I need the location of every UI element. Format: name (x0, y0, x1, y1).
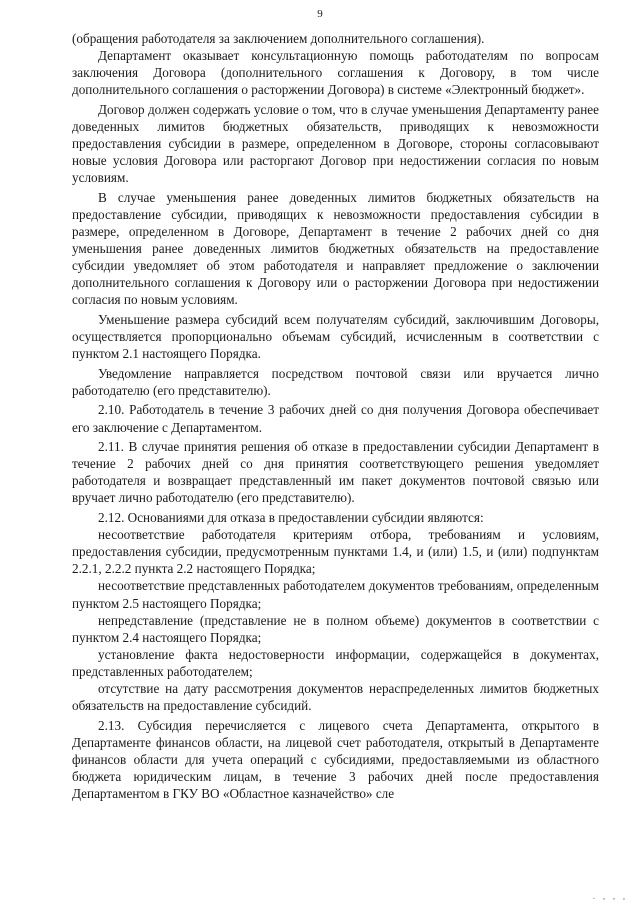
paragraph-2-10: 2.10. Работодатель в течение 3 рабочих дней со дня получения Договора обеспечивает его заключение с Департаментом. (72, 402, 599, 435)
paragraph-2-13: 2.13. Субсидия перечисляется с лицевого счета Департамента, открытого в Департаменте финансов области, на лицевой счет работодателя, открытый в Департаменте финансов области для учета операций с субсидиями, предоставляемыми из областного бюджета юридическим лицам, в течение 3 рабочих дней после предоставления Департаментом в ГКУ ВО «Областное казначейство» сле (72, 717, 599, 802)
scan-corner-marks: . , , , (593, 892, 628, 901)
paragraph-contract-condition: Договор должен содержать условие о том, что в случае уменьшения Департаменту ранее доведенных лимитов бюджетных обязательств, приводящих к невозможности предоставления субсидии в размере, определенном в Договоре, стороны согласовывают новые условия Договора или расторгают Договор при недостижении согласия по новым условиям. (72, 101, 599, 186)
refusal-ground-inaccuracy: установление факта недостоверности информации, содержащейся в документах, представленных работодателем; (72, 646, 599, 679)
refusal-ground-documents: несоответствие представленных работодателем документов требованиям, определенным пунктом 2.5 настоящего Порядка; (72, 578, 599, 611)
paragraph-2-12: 2.12. Основаниями для отказа в предоставлении субсидии являются: (98, 510, 484, 526)
paragraph-proportional-reduction: Уменьшение размера субсидий всем получателям субсидий, заключившим Договоры, осуществляется пропорционально объемам субсидий, исчисленным в соответствии с пунктом 2.1 настоящего Порядка. (72, 312, 599, 362)
paragraph-continuation: (обращения работодателя за заключением дополнительного соглашения). (72, 31, 485, 46)
paragraph-limit-reduction: В случае уменьшения ранее доведенных лимитов бюджетных обязательств на предоставление субсидии, приводящих к невозможности предоставления субсидии в размере, определенном в Договоре, Департамент в течение 2 рабочих дней со дня уменьшения ранее доведенных лимитов бюджетных обязательств на предоставление субсидии уведомляет об этом работодателя и направляет предложение о заключении дополнительного соглашения к Договору или о расторжении Договора при недостижении согласия по новым условиям. (72, 189, 599, 308)
paragraph-2-11: 2.11. В случае принятия решения об отказе в предоставлении субсидии Департамент в течение 2 рабочих дней со дня принятия соответствующего решения уведомляет работодателя и возвращает представленный им пакет документов почтовой связью или вручает лично работодателю (его представителю). (72, 439, 599, 506)
refusal-ground-incomplete: непредставление (представление не в полном объеме) документов в соответствии с пунктом 2.4 настоящего Порядка; (72, 612, 599, 645)
paragraph-notification: Уведомление направляется посредством почтовой связи или вручается лично работодателю (его представителю). (72, 365, 599, 398)
page-number: 9 (317, 8, 323, 20)
document-body (72, 30, 599, 802)
refusal-ground-limits: отсутствие на дату рассмотрения документов нераспределенных лимитов бюджетных обязательств на предоставление субсидий. (72, 680, 599, 714)
paragraph-consultation: Департамент оказывает консультационную помощь работодателям по вопросам заключения Договора (дополнительного соглашения к Договору, в том числе дополнительного соглашения о расторжении Договора) в системе «Электронный бюджет». (72, 48, 599, 98)
refusal-ground-criteria: несоответствие работодателя критериям отбора, требованиям и условиям, предоставления субсидии, предусмотренным пунктами 1.4, и (или) 1.5, и (или) подпунктам 2.2.1, 2.2.2 пункта 2.2 настоящего Порядка; (72, 527, 599, 577)
